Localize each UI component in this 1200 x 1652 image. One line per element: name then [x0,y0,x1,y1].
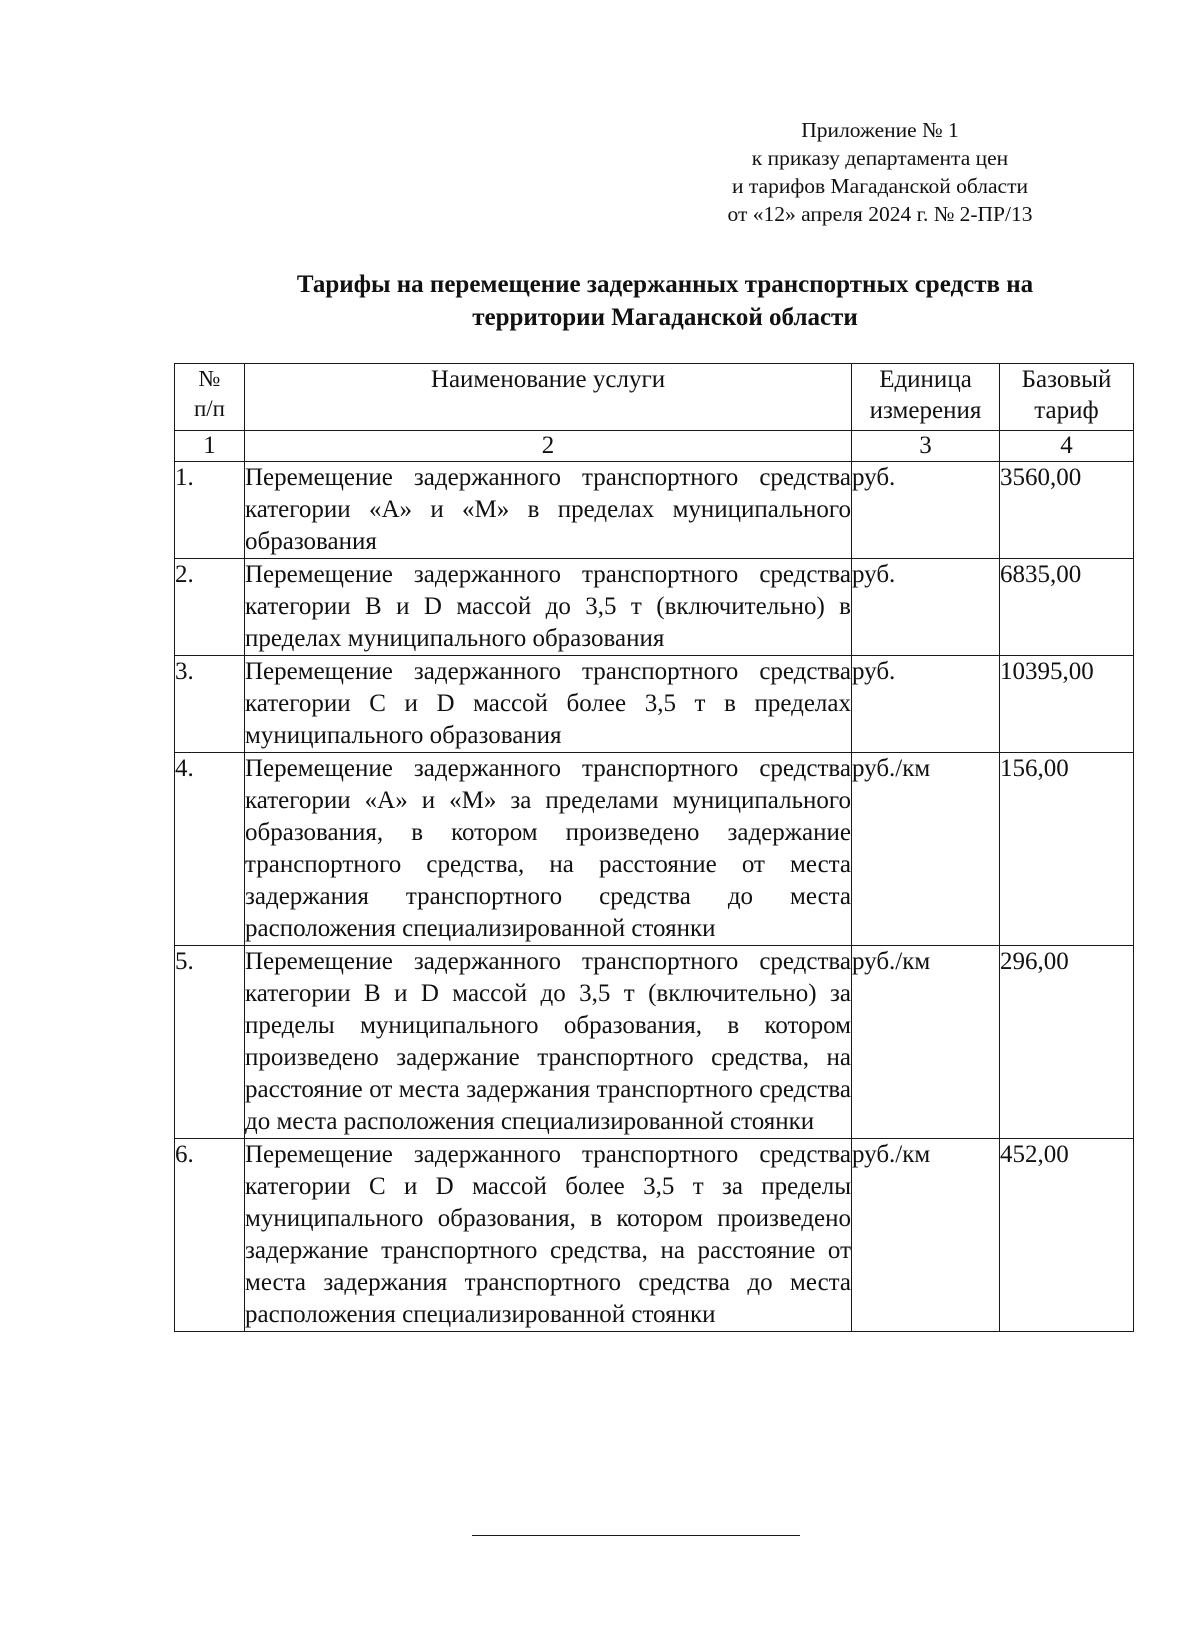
header-base-tariff [1000,364,1134,431]
header-tariff-line-1: Базовый [1021,366,1112,393]
appendix-line-3: и тарифов Магаданской области [732,174,1028,198]
row-number: 4. [175,753,245,946]
appendix-line-4: от «12» апреля 2024 г. № 2-ПР/13 [727,202,1033,226]
row-number: 2. [175,559,245,656]
base-tariff-value: 3560,00 [1000,462,1134,559]
unit-of-measure: руб. [852,462,1000,559]
base-tariff-value: 452,00 [1000,1139,1134,1332]
header-unit [852,364,1000,431]
appendix-header [700,116,1060,228]
unit-of-measure: руб./км [852,753,1000,946]
table-row [175,656,1134,753]
appendix-line-1: Приложение № 1 [801,118,959,142]
table-header-row [175,364,1134,431]
service-name: Перемещение задержанного транспортного средства категории C и D массой более 3,5 т в пределах муниципального образования [245,656,852,753]
document-title-line-1: Тарифы на перемещение задержанных транспортных средств на [296,271,1034,298]
unit-of-measure: руб. [852,559,1000,656]
unit-of-measure: руб. [852,656,1000,753]
row-number: 5. [175,946,245,1139]
header-unit-line-2: измерения [869,397,982,424]
header-number-abbr: п/п [193,396,225,421]
service-name: Перемещение задержанного транспортного средства категории «А» и «М» в пределах муниципального образования [245,462,852,559]
base-tariff-value: 10395,00 [1000,656,1134,753]
unit-of-measure: руб./км [852,946,1000,1139]
column-index-2: 2 [245,431,852,462]
table-row [175,1139,1134,1332]
column-index-1: 1 [175,431,245,462]
row-number: 1. [175,462,245,559]
header-number [175,364,245,431]
column-index-row [175,431,1134,462]
closing-separator-line [472,1535,800,1536]
document-title-line-2: территории Магаданской области [472,304,858,331]
service-name: Перемещение задержанного транспортного средства категории «А» и «М» за пределами муниципального образования, в котором произведено задержание транспортного средства, на расстояние от места задержания транспортного средства до места расположения специализированной стоянки [245,753,852,946]
column-index-4: 4 [1000,431,1134,462]
header-number-sign: № [198,366,221,391]
service-name: Перемещение задержанного транспортного средства категории B и D массой до 3,5 т (включительно) в пределах муниципального образования [245,559,852,656]
table-row [175,559,1134,656]
table-row [175,462,1134,559]
table-row [175,946,1134,1139]
header-unit-line-1: Единица [879,366,972,393]
header-tariff-line-2: тариф [1034,397,1099,424]
base-tariff-value: 156,00 [1000,753,1134,946]
base-tariff-value: 6835,00 [1000,559,1134,656]
service-name: Перемещение задержанного транспортного средства категории B и D массой до 3,5 т (включительно) за пределы муниципального образования, в котором произведено задержание транспортного средства, на расстояние от места задержания транспортного средства до места расположения специализированной стоянки [245,946,852,1139]
row-number: 3. [175,656,245,753]
row-number: 6. [175,1139,245,1332]
tariffs-table [174,363,1134,1332]
unit-of-measure: руб./км [852,1139,1000,1332]
appendix-line-2: к приказу департамента цен [751,146,1009,170]
document-title [200,268,1130,334]
table-row [175,753,1134,946]
base-tariff-value: 296,00 [1000,946,1134,1139]
column-index-3: 3 [852,431,1000,462]
service-name: Перемещение задержанного транспортного средства категории C и D массой более 3,5 т за пределы муниципального образования, в котором произведено задержание транспортного средства, на расстояние от места задержания транспортного средства до места расположения специализированной стоянки [245,1139,852,1332]
header-service-name: Наименование услуги [245,364,852,431]
